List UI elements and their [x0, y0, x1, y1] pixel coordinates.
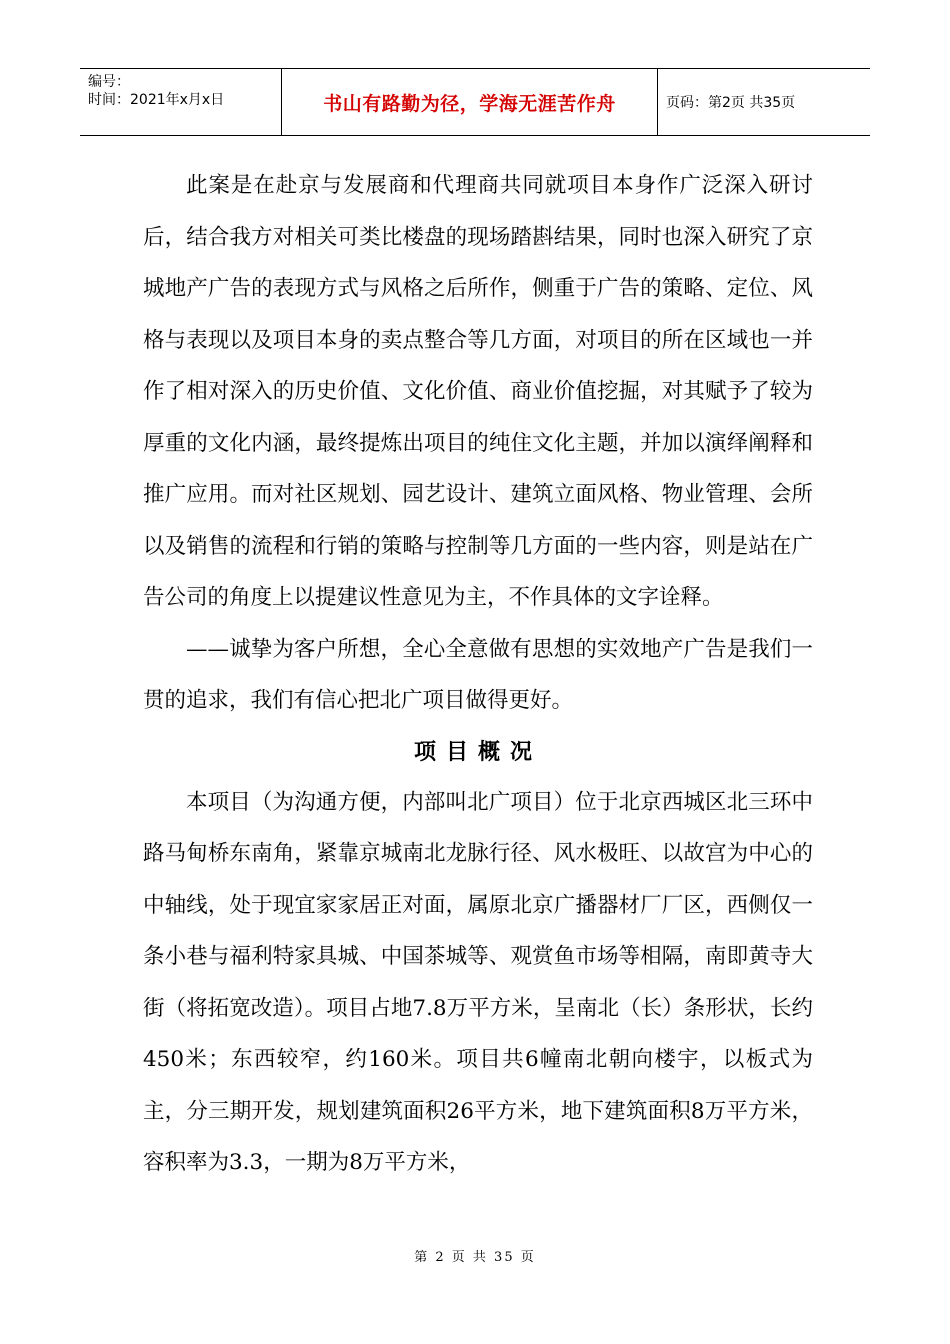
serial-number-label: 编号：: [88, 74, 130, 90]
intro-paragraph: 此案是在赴京与发展商和代理商共同就项目本身作广泛深入研讨后，结合我方对相关可类比楼盘的现场踏斟结果，同时也深入研究了京城地产广告的表现方式与风格之后所作，侧重于广告的策略、定位、风格与表现以及项目本身的卖点整合等几方面，对项目的所在区域也一并作了相对深入的历史价值、文化价值、商业价值挖掘，对其赋予了较为厚重的文化内涵，最终提炼出项目的纯住文化主题，并加以演绎阐释和推广应用。而对社区规划、园艺设计、建筑立面风格、物业管理、会所以及销售的流程和行销的策略与控制等几方面的一些内容，则是站在广告公司的角度上以提建议性意见为主，不作具体的文字诠释。: [143, 173, 813, 610]
page-header: [80, 68, 870, 136]
date-label: 时间：2021年x月x日: [88, 92, 225, 108]
document-body: [143, 160, 813, 1189]
header-page-info: 页码：第2页 共35页: [666, 95, 796, 111]
section-title: 项目概况: [413, 739, 542, 765]
commitment-paragraph: ——诚挚为客户所想，全心全意做有思想的实效地产广告是我们一贯的追求，我们有信心把北广项目做得更好。: [143, 636, 813, 713]
page-footer: 第 2 页 共 35 页: [414, 1250, 536, 1265]
project-overview-paragraph: 本项目（为沟通方便，内部叫北广项目）位于北京西城区北三环中路马甸桥东南角，紧靠京城南北龙脉行径、风水极旺、以故宫为中心的中轴线，处于现宜家家居正对面，属原北京广播器材厂厂区，西侧仅一条小巷与福利特家具城、中国茶城等、观赏鱼市场等相隔，南即黄寺大街（将拓宽改造）。项目占地7.8万平方米，呈南北（长）条形状，长约450米；东西较窄，约160米。项目共6幢南北朝向楼宇，以板式为主，分三期开发，规划建筑面积26平方米，地下建筑面积8万平方米，容积率为3.3，一期为8万平方米，: [143, 789, 813, 1175]
header-meta: [80, 69, 282, 135]
header-motto: 书山有路勤为径，学海无涯苦作舟: [282, 69, 658, 135]
